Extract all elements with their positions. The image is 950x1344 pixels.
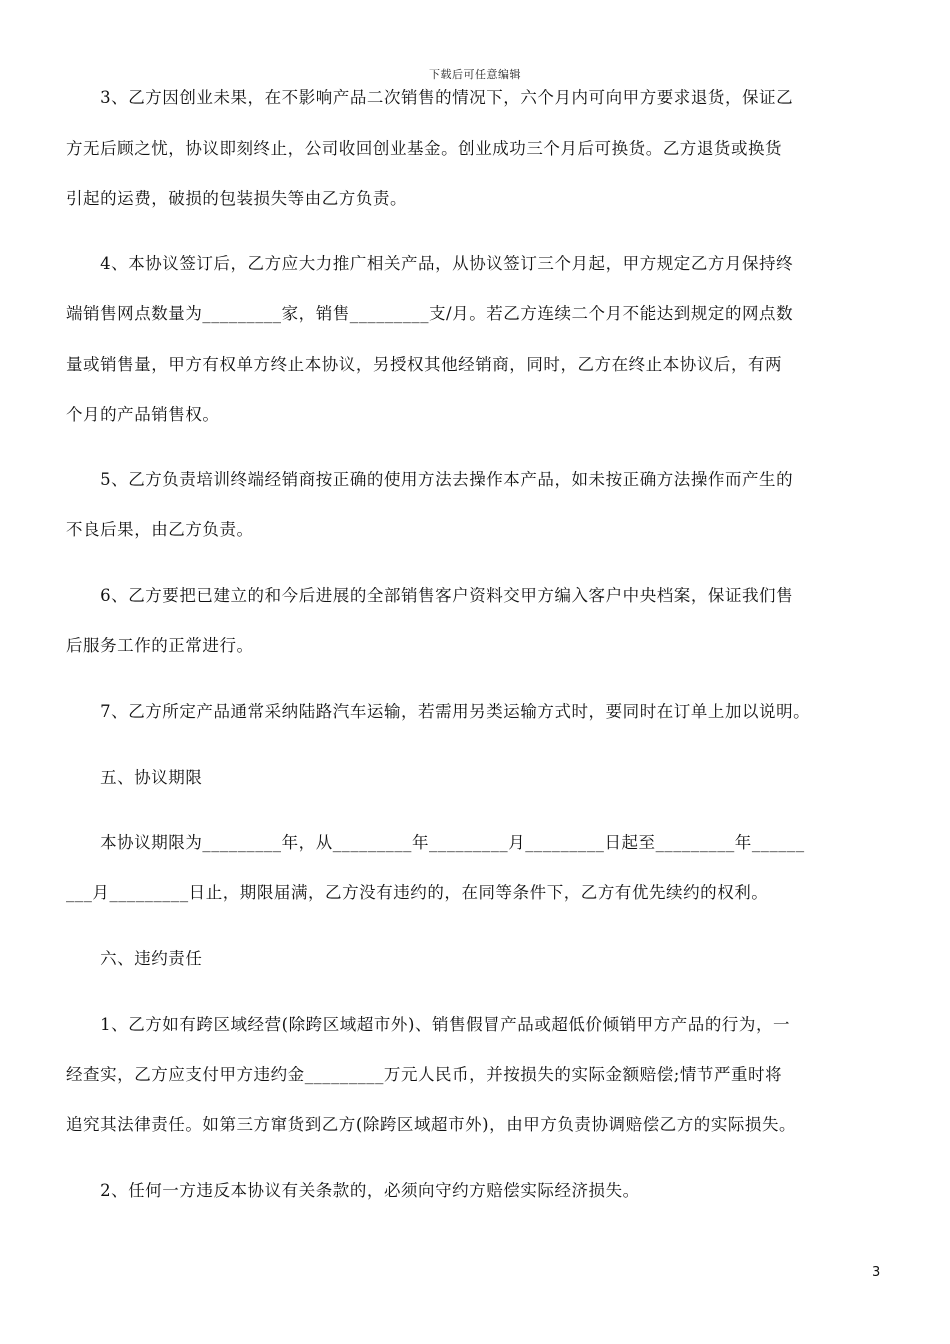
text-line: 2、任何一方违反本协议有关条款的，必须向守约方赔偿实际经济损失。 — [66, 1181, 640, 1200]
text-line: 7、乙方所定产品通常采纳陆路汽车运输，若需用另类运输方式时，要同时在订单上加以说明。 — [66, 702, 811, 721]
text-line: 不良后果，由乙方负责。 — [66, 520, 254, 539]
section-heading: 五、协议期限 — [66, 768, 203, 787]
text-line: 4、本协议签订后，乙方应大力推广相关产品，从协议签订三个月起，甲方规定乙方月保持终 — [66, 254, 794, 273]
text-line: 5、乙方负责培训终端经销商按正确的使用方法去操作本产品，如未按正确方法操作而产生的 — [66, 470, 794, 489]
text-line: ___月_________日止，期限届满，乙方没有违约的，在同等条件下，乙方有优先续约的权利。 — [66, 883, 769, 902]
text-line: 3、乙方因创业未果，在不影响产品二次销售的情况下，六个月内可向甲方要求退货，保证乙 — [66, 88, 794, 107]
page-number: 3 — [872, 1265, 881, 1280]
page-header: 下载后可任意编辑 — [429, 68, 521, 81]
text-line: 本协议期限为_________年，从_________年_________月_________日起至_________年______ — [66, 833, 805, 852]
text-line: 6、乙方要把已建立的和今后进展的全部销售客户资料交甲方编入客户中央档案，保证我们售 — [66, 586, 794, 605]
text-line: 追究其法律责任。如第三方窜货到乙方(除跨区域超市外)，由甲方负责协调赔偿乙方的实际损失。 — [66, 1115, 797, 1134]
text-line: 经查实，乙方应支付甲方违约金_________万元人民币，并按损失的实际金额赔偿;情节严重时将 — [66, 1065, 783, 1084]
text-line: 个月的产品销售权。 — [66, 405, 220, 424]
text-line: 量或销售量，甲方有权单方终止本协议，另授权其他经销商，同时，乙方在终止本协议后，有两 — [66, 355, 783, 374]
text-line: 1、乙方如有跨区域经营(除跨区域超市外)、销售假冒产品或超低价倾销甲方产品的行为，一 — [66, 1015, 791, 1034]
text-line: 端销售网点数量为_________家，销售_________支/月。若乙方连续二个月不能达到规定的网点数 — [66, 304, 794, 323]
text-line: 后服务工作的正常进行。 — [66, 636, 254, 655]
section-heading: 六、违约责任 — [66, 949, 203, 968]
text-line: 引起的运费，破损的包装损失等由乙方负责。 — [66, 189, 407, 208]
text-line: 方无后顾之忧，协议即刻终止，公司收回创业基金。创业成功三个月后可换货。乙方退货或换货 — [66, 139, 783, 158]
